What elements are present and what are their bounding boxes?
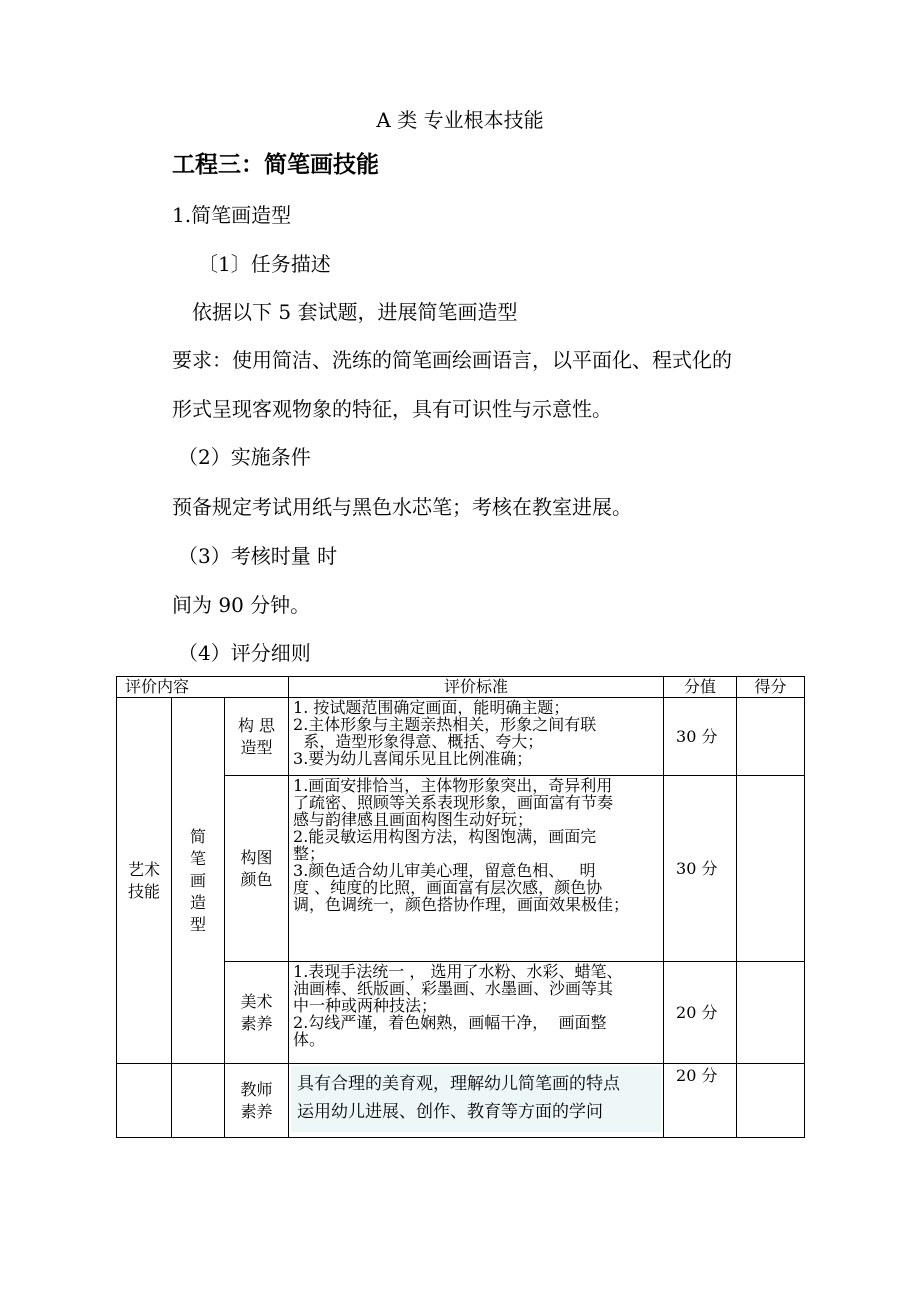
item-line: 造型 [240,737,273,757]
criteria-line: 体。 [293,1030,326,1049]
item-line: 素养 [240,1013,273,1033]
score-cell: 30 分 [664,776,737,962]
got-cell [737,962,805,1064]
item-line: 构图 [240,847,273,867]
paragraph-line: 依据以下 5 套试题，进展简笔画造型 [192,300,518,324]
paragraph-line: 1.简笔画造型 [172,203,292,227]
criteria-line: 了疏密、照顾等关系表现形象，画面富有节奏 [293,793,614,812]
criteria-cell [289,698,664,776]
subcategory-char: 造 [189,892,206,912]
subcategory-char: 笔 [189,848,206,868]
criteria-line: 感与韵律感且画面构图生动好玩； [293,810,534,829]
score-cell: 20 分 [664,1064,737,1138]
criteria-line: 2.能灵敏运用构图方法，构图饱满，画面完 [293,827,597,846]
header-standard: 评价标准 [289,677,664,698]
section-heading: 工程三：简笔画技能 [172,152,379,178]
paragraph-line: 〔1〕任务描述 [198,252,331,276]
paragraph-line: （3）考核时量 时 [178,544,338,568]
header-content: 评价内容 [117,677,289,698]
item-line: 素养 [240,1101,273,1121]
item-cell [225,1064,289,1138]
criteria-cell [289,962,664,1064]
category-cell [117,698,172,1064]
paragraph-line: （2）实施条件 [178,445,311,469]
item-line: 教师 [240,1079,273,1099]
paragraph-line: 预备规定考试用纸与黑色水芯笔；考核在教室进展。 [172,495,632,519]
criteria-line: 度 、纯度的比照，画面富有层次感，颜色协 [293,878,603,897]
criteria-line: 运用幼儿进展、创作、教育等方面的学问 [297,1102,604,1122]
criteria-line: 系，造型形象得意、概括、夸大； [293,732,544,751]
criteria-line: 3.颜色适合幼儿审美心理，留意色相、 明 [293,861,596,880]
criteria-line: 1.画面安排恰当，主体物形象突出，奇异利用 [293,776,613,795]
table-row [117,1064,805,1138]
category-line: 艺术 [127,859,160,879]
table-header-row [117,677,805,698]
criteria-line: 1. 按试题范围确定画面，能明确主题； [293,698,570,717]
paragraph-line: 形式呈现客观物象的特征，具有可识性与示意性。 [172,397,612,421]
criteria-line: 具有合理的美育观，理解幼儿简笔画的特点 [297,1074,621,1094]
subcategory-cell [172,698,225,1064]
criteria-cell [289,1064,664,1138]
got-cell [737,1064,805,1138]
criteria-line: 中一种或两种技法； [293,996,438,1015]
got-cell [737,776,805,962]
criteria-line: 整； [293,844,326,863]
score-cell: 30 分 [664,698,737,776]
paragraph-line: （4）评分细则 [178,641,311,665]
subcategory-char: 简 [189,826,206,846]
criteria-cell [289,776,664,962]
item-cell [225,776,289,962]
highlighted-text-box [291,1066,661,1132]
page-title: A 类 专业根本技能 [376,108,544,132]
got-cell [737,698,805,776]
criteria-line: 1.表现手法统一 ， 选用了水粉、水彩、蜡笔、 [293,962,623,981]
criteria-line: 调，色调统一，颜色搭协作理，画面效果极佳； [293,895,630,914]
header-score: 分值 [664,677,737,698]
category-line: 技能 [127,881,160,901]
criteria-line: 油画棒、纸版画、彩墨画、水墨画、沙画等其 [293,979,614,998]
paragraph-line: 要求：使用简洁、洗练的简笔画绘画语言，以平面化、程式化的 [172,348,732,372]
criteria-line: 2.主体形象与主题亲热相关，形象之间有联 [293,715,597,734]
paragraph-line: 间为 90 分钟。 [172,593,311,617]
criteria-line: 3.要为幼儿喜闻乐见且比例准确； [293,749,533,768]
empty-cell [172,1064,225,1138]
subcategory-char: 型 [189,914,206,934]
item-line: 颜色 [240,869,273,889]
criteria-line: 2.勾线严谨，着色娴熟，画幅干净， 画面整 [293,1013,607,1032]
table-row [117,698,805,776]
empty-cell [117,1064,172,1138]
item-cell [225,698,289,776]
scoring-table [116,676,805,1138]
item-line: 构 思 [237,715,276,735]
item-line: 美术 [240,991,273,1011]
item-cell [225,962,289,1064]
subcategory-char: 画 [189,870,206,890]
score-cell: 20 分 [664,962,737,1064]
header-got: 得分 [737,677,805,698]
